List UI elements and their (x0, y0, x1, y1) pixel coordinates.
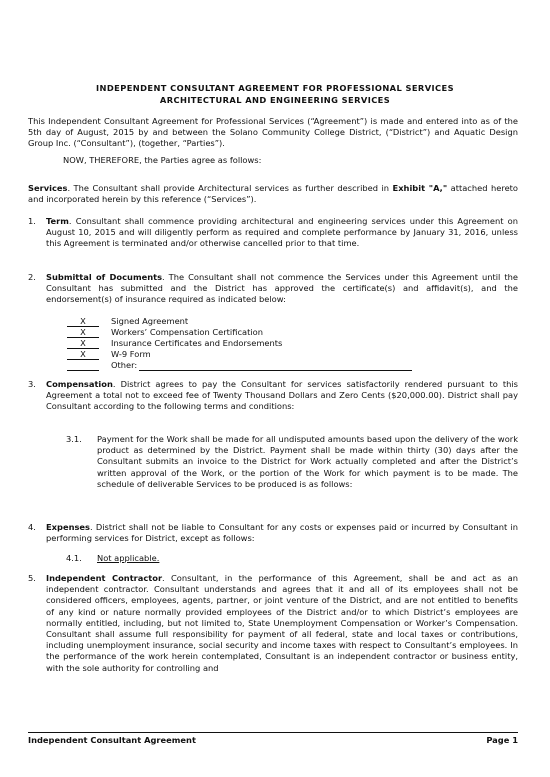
footer-left: Independent Consultant Agreement (28, 735, 196, 745)
services-text-before: . The Consultant shall provide Architectural services as further described in (67, 183, 393, 193)
checklist-label: Insurance Certificates and Endorsements (111, 338, 283, 348)
subsection-4-1-number: 4.1. (66, 553, 82, 563)
services-text-after: attached hereto and incorporated herein by this reference (“Services”). (28, 183, 518, 205)
checkbox-mark: X (67, 316, 99, 327)
section-1-text: . Consultant shall commence providing architectural and engineering services under this Agreement on August 10, 2015 and will diligently perform as required and complete performance by January 31, 2016, unless this Agreement is terminated and/or otherwise cancelled prior to that time. (46, 216, 518, 249)
section-2-number: 2. (28, 272, 36, 282)
checklist-label: W-9 Form (111, 349, 151, 359)
section-3-compensation (46, 379, 518, 413)
checkbox-mark: X (67, 338, 99, 349)
intro-paragraph: This Independent Consultant Agreement for Professional Services (“Agreement”) is made and entered into as of the 5th day of August, 2015 by and between the Solano Community College District, (“District”) and Aquatic Design Group Inc. (“Consultant”), (together, “Parties”). (28, 116, 518, 149)
section-3-text: . District agrees to pay the Consultant for services satisfactorily rendered pursuant to this Agreement a total not to exceed fee of Twenty Thousand Dollars and Zero Cents ($20,000.00). District shall pay Consultant according to the following terms and conditions: (46, 379, 518, 412)
services-paragraph (28, 183, 518, 205)
section-5-text: . Consultant, in the performance of this Agreement, shall be and act as an independent contractor. Consultant understands and agrees that it and all of its employees shall not be considered officers, employees, agents, partner, or joint venture of the District, and are not entitled to benefits of any kind or nature normally provided employees of the District and/or to which District’s employees are normally entitled, including, but not limited to, State Unemployment Compensation or Worker’s Compensation. Consultant shall assume full responsibility for payment of all federal, state and local taxes or contributions, including unemployment insurance, social security and income taxes with respect to Consultant’s employees. In the performance of the work herein contemplated, Consultant is an independent contractor or business entity, with the sole authority for controlling and (46, 573, 519, 673)
subsection-4-1-text: Not applicable. (97, 553, 160, 563)
checkbox-mark: X (67, 349, 99, 360)
section-2-submittal (46, 272, 518, 306)
checkbox-mark: X (67, 327, 99, 338)
subsection-3-1-number: 3.1. (66, 434, 82, 444)
section-3-heading: Compensation (46, 379, 113, 389)
section-4-text: . District shall not be liable to Consultant for any costs or expenses paid or incurred by Consultant in performing services for District, except as follows: (46, 522, 518, 544)
section-2-heading: Submittal of Documents (46, 272, 163, 282)
services-heading: Services (28, 183, 68, 193)
section-5-heading: Independent Contractor (46, 573, 163, 583)
section-4-heading: Expenses (46, 522, 90, 532)
checklist-item-other (67, 360, 412, 371)
section-5-independent-contractor (46, 573, 518, 674)
checkbox-mark (67, 360, 99, 371)
section-4-expenses (46, 522, 518, 544)
section-3-number: 3. (28, 379, 36, 389)
title-line-2: ARCHITECTURAL AND ENGINEERING SERVICES (159, 95, 391, 105)
section-2-text: . The Consultant shall not commence the Services under this Agreement until the Consultant has submitted and the District has approved the certificate(s) and affidavit(s), and the endorsement(s) of insurance required as indicated below: (46, 272, 518, 305)
subsection-3-1-text: Payment for the Work shall be made for all undisputed amounts based upon the delivery of the work product as determined by the District. Payment shall be made within thirty (30) days after the Consultant submits an invoice to the District for Work actually completed and after the District’s written approval of the Work, or the portion of the Work for which payment is to be made. The schedule of deliverable Services to be produced is as follows: (97, 434, 518, 489)
section-1-term (46, 216, 518, 250)
checklist-label: Signed Agreement (111, 316, 189, 326)
other-blank-line (139, 360, 412, 371)
footer-divider (28, 732, 518, 733)
section-1-heading: Term (46, 216, 69, 226)
checklist-label: Workers’ Compensation Certification (111, 327, 263, 337)
now-therefore-line: NOW, THEREFORE, the Parties agree as follows: (63, 155, 262, 165)
footer-page-number: Page 1 (486, 735, 518, 745)
title-line-1: INDEPENDENT CONSULTANT AGREEMENT FOR PROFESSIONAL SERVICES (96, 83, 454, 93)
section-1-number: 1. (28, 216, 36, 226)
checklist-label: Other: (111, 360, 138, 370)
section-4-number: 4. (28, 522, 36, 532)
section-5-number: 5. (28, 573, 36, 583)
services-exhibit: Exhibit "A," (392, 183, 448, 193)
